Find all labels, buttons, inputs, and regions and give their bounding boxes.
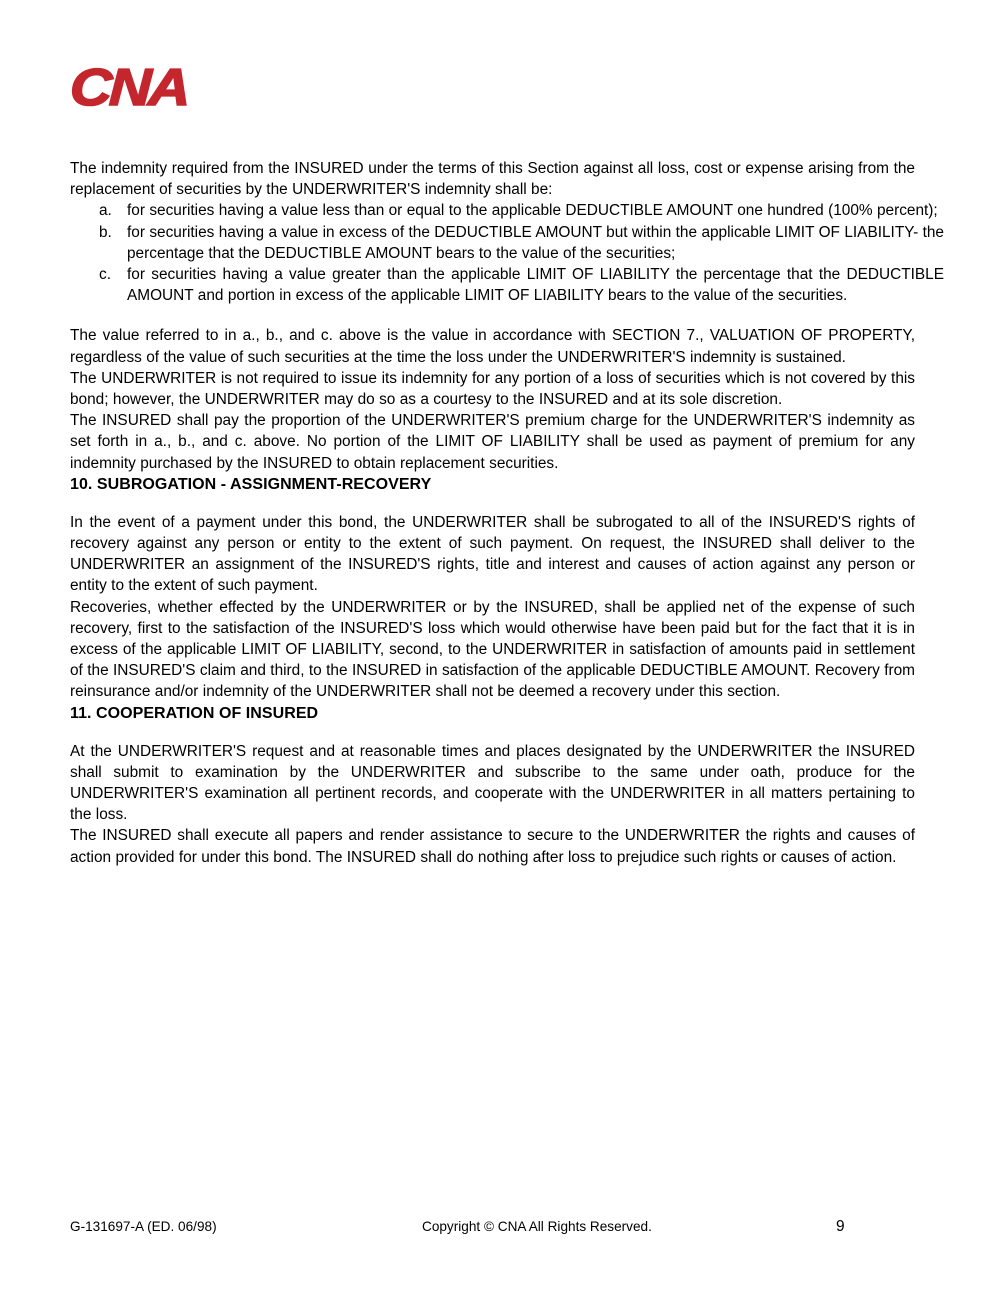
list-item-text-c: for securities having a value greater than the applicable LIMIT OF LIABILITY the percentage that the DEDUCTIBLE AMOUNT and portion in excess of the applicable LIMIT OF LIABILITY bears to the value of the securities. xyxy=(127,266,944,305)
section-heading-10: 10. SUBROGATION - ASSIGNMENT-RECOVERY xyxy=(70,475,432,493)
list-marker-c: c. xyxy=(99,266,111,284)
section-10-paragraph-1: In the event of a payment under this bond, the UNDERWRITER shall be subrogated to all of the INSURED'S rights of recovery against any person or entity to the extent of such payment. On request, the INSURED shall deliver to the UNDERWRITER an assignment of the INSURED'S rights, title and interest and causes of action against any person or entity to the extent of such payment. xyxy=(70,513,915,595)
paragraph-not-required: The UNDERWRITER is not required to issue its indemnity for any portion of a loss of securities which is not covered by this bond; however, the UNDERWRITER may do so as a courtesy to the INSURED and at its sole discretion. xyxy=(70,369,915,409)
list-item xyxy=(99,264,944,306)
footer-page-number: 9 xyxy=(836,1218,845,1235)
page-footer xyxy=(70,1218,944,1236)
list-item xyxy=(99,222,944,264)
section-11-paragraph-2: The INSURED shall execute all papers and render assistance to secure to the UNDERWRITER the rights and causes of action provided for under this bond. The INSURED shall do nothing after loss to prejudice such rights or causes of action. xyxy=(70,827,915,866)
footer-form-number: G-131697-A (ED. 06/98) xyxy=(70,1219,217,1234)
document-body xyxy=(70,158,944,868)
section-10-paragraph-2: Recoveries, whether effected by the UNDERWRITER or by the INSURED, shall be applied net of the expense of such recovery, first to the satisfaction of the INSURED'S loss which would otherwise have been paid but for the fact that it is in excess of the applicable LIMIT OF LIABILITY, second, to the UNDERWRITER in satisfaction of amounts paid in settlement of the INSURED'S claim and third, to the INSURED in satisfaction of the applicable DEDUCTIBLE AMOUNT. Recovery from reinsurance and/or indemnity of the UNDERWRITER shall not be deemed a recovery under this section. xyxy=(70,598,915,701)
list-marker-a: a. xyxy=(99,202,112,220)
paragraph-value-referred: The value referred to in a., b., and c. above is the value in accordance with SECTION 7., VALUATION OF PROPERTY, regardless of the value of such securities at the time the loss under the UNDERWRITER'S indemnity is sustained. xyxy=(70,327,915,366)
list-marker-b: b. xyxy=(99,223,112,241)
page-header xyxy=(68,59,950,124)
paragraph-premium: The INSURED shall pay the proportion of the UNDERWRITER'S premium charge for the UNDERWRITER'S indemnity as set forth in a., b., and c. above. No portion of the LIMIT OF LIABILITY shall be used as payment of premium for any indemnity purchased by the INSURED to obtain replacement securities. xyxy=(70,412,915,472)
section-11-paragraph-1: At the UNDERWRITER'S request and at reasonable times and places designated by the UNDERWRITER the INSURED shall submit to examination by the UNDERWRITER and subscribe to the same under oath, produce for the UNDERWRITER'S examination all pertinent records, and cooperate with the UNDERWRITER in all matters pertaining to the loss. xyxy=(70,742,915,824)
securities-alpha-list xyxy=(99,200,944,306)
list-item-text-b: for securities having a value in excess of the DEDUCTIBLE AMOUNT but within the applicable LIMIT OF LIABILITY- the percentage that the DEDUCTIBLE AMOUNT bears to the value of the securities; xyxy=(127,223,944,262)
section-heading-11: 11. COOPERATION OF INSURED xyxy=(70,704,319,722)
cna-logo: CNA xyxy=(68,59,189,117)
intro-paragraph: The indemnity required from the INSURED under the terms of this Section against all loss, cost or expense arising from the replacement of securities by the UNDERWRITER'S indemnity shall be: xyxy=(70,160,915,199)
footer-copyright: Copyright © CNA All Rights Reserved. xyxy=(422,1219,652,1234)
list-item-text-a: for securities having a value less than or equal to the applicable DEDUCTIBLE AMOUNT one hundred (100% percent); xyxy=(127,202,938,220)
list-item xyxy=(99,200,944,221)
